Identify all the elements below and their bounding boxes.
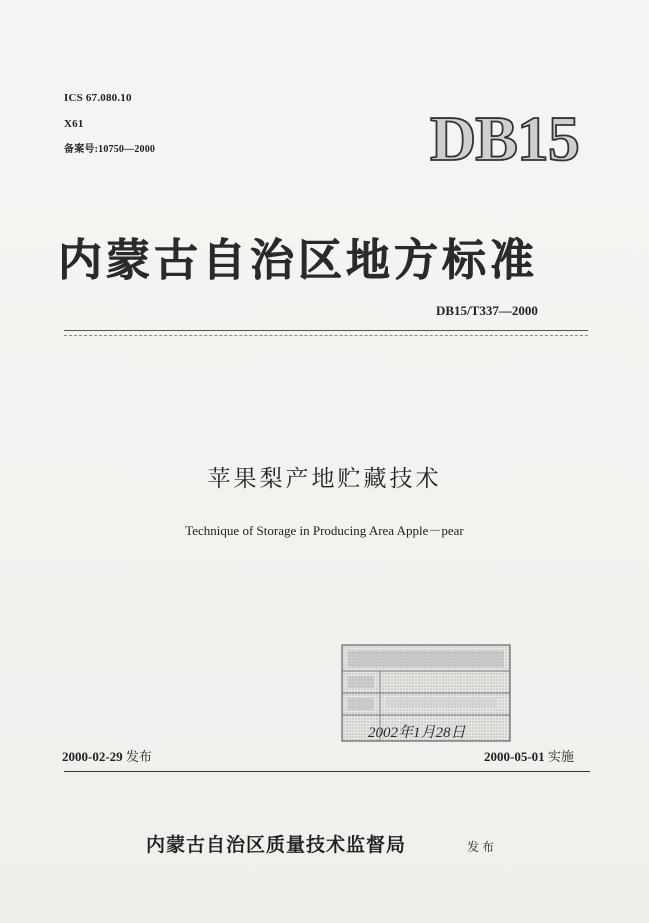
category-code: X61 — [64, 118, 84, 130]
svg-text:DB15: DB15 — [430, 103, 579, 172]
record-number: 备案号:10750—2000 — [64, 144, 156, 155]
footer-divider — [64, 771, 590, 772]
implement-date — [484, 746, 574, 765]
publisher-suffix: 发布 — [467, 840, 498, 854]
title-english: Technique of Storage in Producing Area Apple－pear — [185, 523, 464, 538]
org-title: 内蒙古自治区地方标准 — [58, 235, 538, 286]
db15-logo — [430, 102, 590, 172]
title-chinese: 苹果梨产地贮藏技术 — [207, 466, 442, 492]
ics-code: ICS 67.080.10 — [64, 92, 132, 104]
header-divider-dashed — [64, 335, 588, 336]
standard-number: DB15/T337—2000 — [436, 303, 538, 318]
issue-date-suffix: 发布 — [125, 750, 152, 765]
header-divider — [64, 330, 588, 331]
issue-date — [62, 746, 152, 765]
publisher-name: 内蒙古自治区质量技术监督局 — [146, 834, 407, 856]
implement-date-value: 2000-05-01 — [484, 749, 545, 764]
implement-date-suffix: 实施 — [547, 750, 574, 765]
stamp-handwritten-date: 2002年1月28日 — [368, 725, 466, 741]
library-stamp — [340, 643, 512, 743]
issue-date-value: 2000-02-29 — [62, 749, 123, 764]
